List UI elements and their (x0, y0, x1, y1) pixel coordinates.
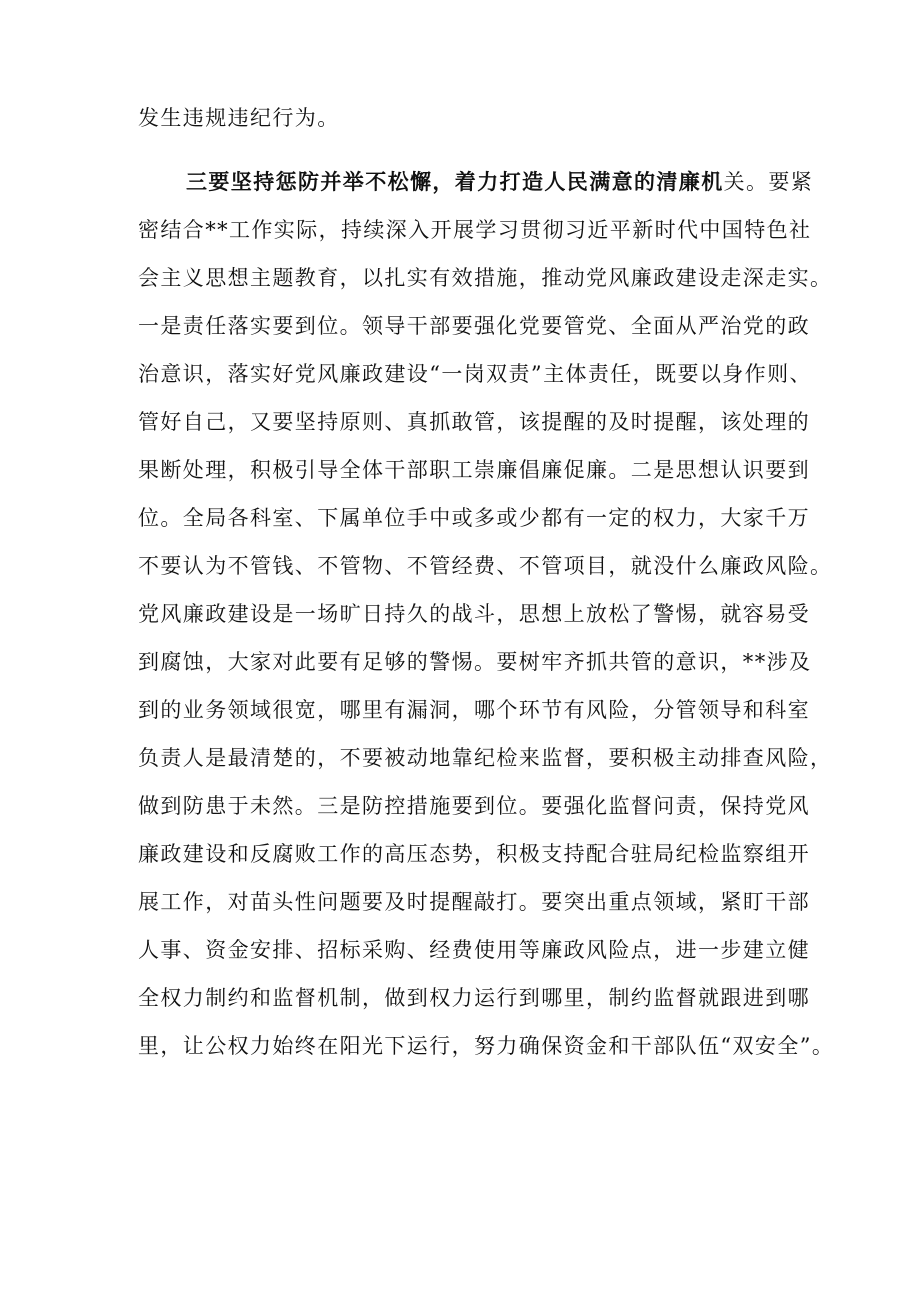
text-line: 果断处理，积极引导全体干部职工崇廉倡廉促廉。二是思想认识要到 (138, 458, 810, 482)
text-line: 党风廉政建设是一场旷日持久的战斗，思想上放松了警惕，就容易受 (138, 602, 810, 626)
text-line: 不要认为不管钱、不管物、不管经费、不管项目，就没什么廉政风险。 (138, 554, 833, 578)
text-line: 里，让公权力始终在阳光下运行，努力确保资金和干部队伍“双安全”。 (138, 1034, 835, 1058)
text-line: 负责人是最清楚的，不要被动地靠纪检来监督，要积极主动排查风险， (138, 746, 833, 770)
heading-line-rest: 关。要紧 (723, 170, 814, 194)
text-line: 位。全局各科室、下属单位手中或多或少都有一定的权力，大家千万 (138, 506, 810, 530)
text-line: 全权力制约和监督机制，做到权力运行到哪里，制约监督就跟进到哪 (138, 986, 810, 1010)
text-line: 到腐蚀，大家对此要有足够的警惕。要树牢齐抓共管的意识，**涉及 (138, 650, 812, 674)
paragraph-heading: 三要坚持惩防并举不松懈，着力打造人民满意的清廉机 (186, 169, 724, 194)
text-line: 做到防患于未然。三是防控措施要到位。要强化监督问责，保持党风 (138, 794, 810, 818)
paragraph-first-line (138, 158, 814, 206)
text-line: 到的业务领域很宽，哪里有漏洞，哪个环节有风险，分管领导和科室 (138, 698, 810, 722)
text-line: 会主义思想主题教育，以扎实有效措施，推动党风廉政建设走深走实。 (138, 266, 833, 290)
paragraph-three (138, 158, 835, 1070)
continuation-text (138, 94, 790, 142)
text-line: 一是责任落实要到位。领导干部要强化党要管党、全面从严治党的政 (138, 314, 810, 338)
text-line: 管好自己，又要坚持原则、真抓敢管，该提醒的及时提醒，该处理的 (138, 410, 810, 434)
text-line: 密结合**工作实际，持续深入开展学习贯彻习近平新时代中国特色社 (138, 218, 812, 242)
text-line: 发生违规违纪行为。 (138, 106, 340, 130)
text-line: 廉政建设和反腐败工作的高压态势，积极支持配合驻局纪检监察组开 (138, 842, 810, 866)
text-line: 治意识，落实好党风廉政建设“一岗双责”主体责任，既要以身作则、 (138, 362, 812, 386)
text-line: 展工作，对苗头性问题要及时提醒敲打。要突出重点领域，紧盯干部 (138, 890, 810, 914)
text-line: 人事、资金安排、招标采购、经费使用等廉政风险点，进一步建立健 (138, 938, 810, 962)
